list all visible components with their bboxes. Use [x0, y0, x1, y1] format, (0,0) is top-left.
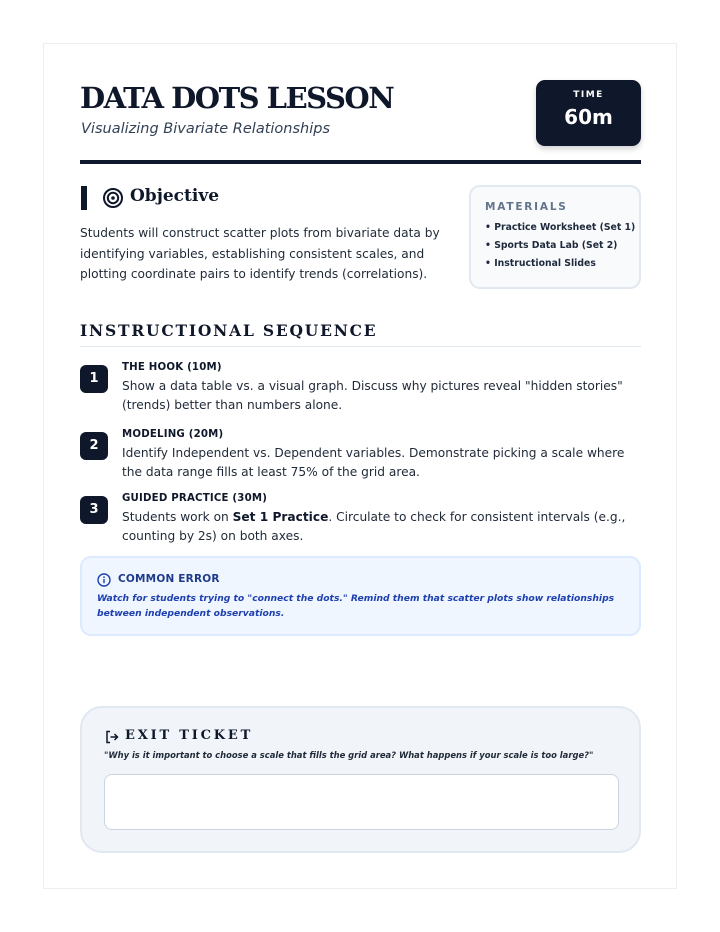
materials-list — [485, 219, 639, 273]
step-body: Show a data table vs. a visual graph. Discuss why pictures reveal "hidden stories" (trends) better than numbers alone. — [122, 379, 623, 412]
common-error-callout — [80, 556, 641, 636]
materials-item: • Practice Worksheet (Set 1) — [485, 222, 636, 233]
step-number: 2 — [80, 432, 108, 460]
sequence-divider — [80, 346, 641, 347]
common-error-title: COMMON ERROR — [118, 573, 220, 585]
materials-heading: MATERIALS — [485, 201, 568, 213]
step-title: GUIDED PRACTICE (30M) — [122, 493, 268, 504]
materials-item: • Instructional Slides — [485, 258, 596, 269]
info-icon — [97, 573, 111, 587]
exit-ticket-question: "Why is it important to choose a scale that fills the grid area? What happens if your scale is too large?" — [104, 750, 594, 760]
objective-accent-bar — [81, 186, 87, 210]
materials-card — [469, 185, 641, 289]
step-number: 3 — [80, 496, 108, 524]
objective-heading: Objective — [130, 186, 220, 206]
objective-text: Students will construct scatter plots from bivariate data by identifying variables, establishing consistent scales, and plotting coordinate pairs to identify trends (correlations). — [80, 226, 440, 281]
step-number: 1 — [80, 365, 108, 393]
time-label: TIME — [573, 90, 604, 100]
step-title: MODELING (20M) — [122, 429, 224, 440]
step-highlight: Set 1 Practice — [232, 510, 329, 524]
lesson-page — [43, 43, 677, 889]
common-error-text: Watch for students trying to "connect the dots." Remind them that scatter plots show relationships between independent observations. — [97, 593, 615, 619]
step-body: Identify Independent vs. Dependent variables. Demonstrate picking a scale where the data range fills at least 75% of the grid area. — [122, 446, 625, 479]
page-subtitle: Visualizing Bivariate Relationships — [81, 121, 331, 137]
step-title: THE HOOK (10M) — [122, 362, 222, 373]
time-badge — [536, 80, 641, 146]
time-value: 60m — [564, 105, 613, 129]
exit-ticket-answer-field[interactable] — [104, 774, 619, 830]
exit-ticket-card — [80, 706, 641, 853]
exit-icon — [104, 729, 120, 745]
sequence-heading: INSTRUCTIONAL SEQUENCE — [80, 321, 378, 340]
materials-item: • Sports Data Lab (Set 2) — [485, 240, 618, 251]
target-icon — [102, 187, 124, 209]
exit-ticket-title: EXIT TICKET — [125, 728, 254, 743]
step-body: Students work on Set 1 Practice. Circulate to check for consistent intervals (e.g., counting by 2s) on both axes. — [122, 510, 626, 543]
page-title: DATA DOTS LESSON — [80, 81, 394, 115]
header-divider — [80, 160, 641, 164]
